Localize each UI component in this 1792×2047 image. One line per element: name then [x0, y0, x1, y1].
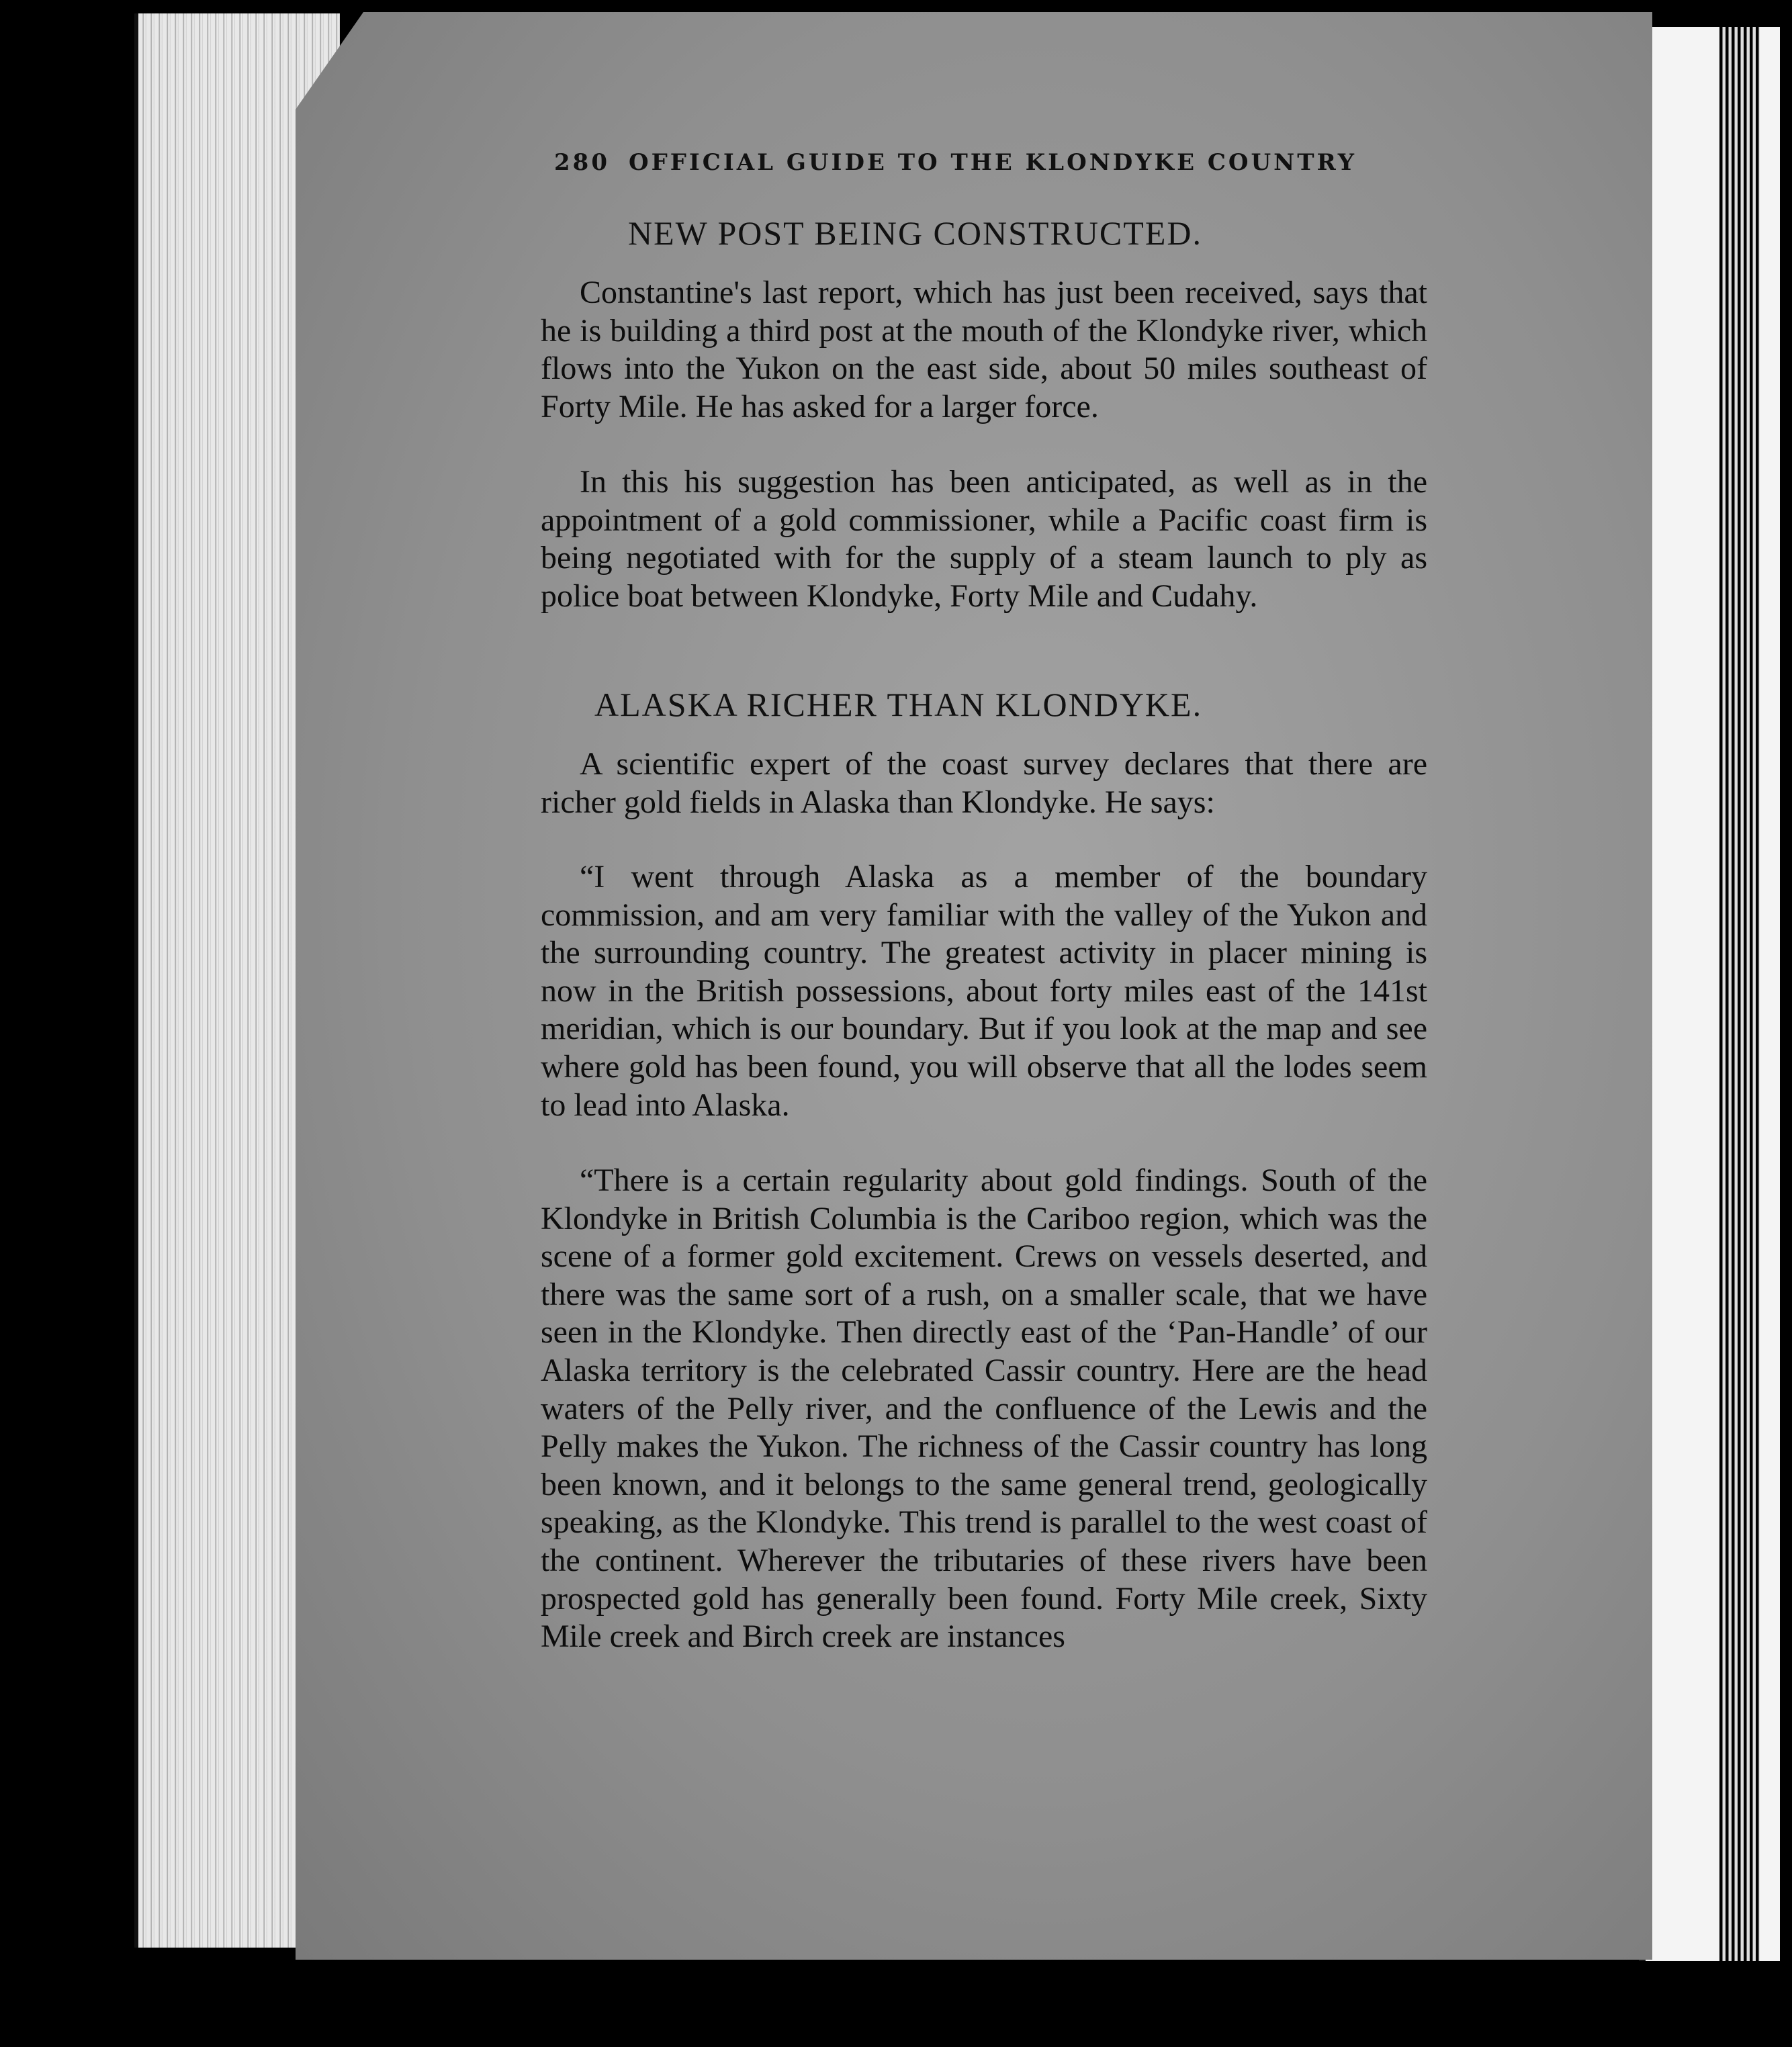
running-header — [554, 149, 1360, 176]
section-heading-new-post: NEW POST BEING CONSTRUCTED. — [628, 214, 1202, 252]
paragraph: “I went through Alaska as a member of the boundary commission, and am very familiar with the valley of the Yukon and the surrounding country. The greatest activity in placer mining is now in the British possessions, about forty miles east of the 141st meridian, which is our boundary. But if you look at the map and see where gold has been found, you will observe that all the lodes seem to lead into Alaska. — [541, 859, 1427, 1123]
section-heading-alaska-richer: ALASKA RICHER THAN KLONDYKE. — [594, 686, 1203, 723]
page-number: 280 — [554, 149, 610, 176]
running-title: OFFICIAL GUIDE TO THE KLONDYKE COUNTRY — [628, 149, 1357, 176]
paragraph: Constantine's last report, which has just been received, says that he is building a third post at the mouth of the Klondyke river, which flows into the Yukon on the east side, about 50 miles southeast of Forty Mile. He has asked for a larger force. — [541, 275, 1427, 424]
paragraph: “There is a certain regularity about gold findings. South of the Klondyke in British Columbia is the Cariboo region, which was the scene of a former gold excitement. Crews on vessels deserted, and there was the same sort of a rush, on a smaller scale, that we have seen in the Klondyke. Then directly east of the ‘Pan-Handle’ of our Alaska territory is the celebrated Cassir country. Here are the head waters of the Pelly river, and the confluence of the Lewis and the Pelly makes the Yukon. The richness of the Cassir country has long been known, and it belongs to the same general trend, geologically speaking, as the Klondyke. This trend is parallel to the west coast of the continent. Wherever the tributaries of these rivers have been prospected gold has generally been found. Forty Mile creek, Sixty Mile creek and Birch creek are instances — [541, 1163, 1427, 1655]
facing-page-edge — [1639, 27, 1780, 1961]
facing-page-stack — [1719, 27, 1760, 1961]
paragraph: In this his suggestion has been anticipated, as well as in the appointment of a gold commissioner, while a Pacific coast firm is being negotiated with for the supply of a steam launch to ply as police boat between Klondyke, Forty Mile and Cudahy. — [541, 464, 1427, 614]
paragraph: A scientific expert of the coast survey declares that there are richer gold fields in Alaska than Klondyke. He says: — [541, 746, 1427, 820]
